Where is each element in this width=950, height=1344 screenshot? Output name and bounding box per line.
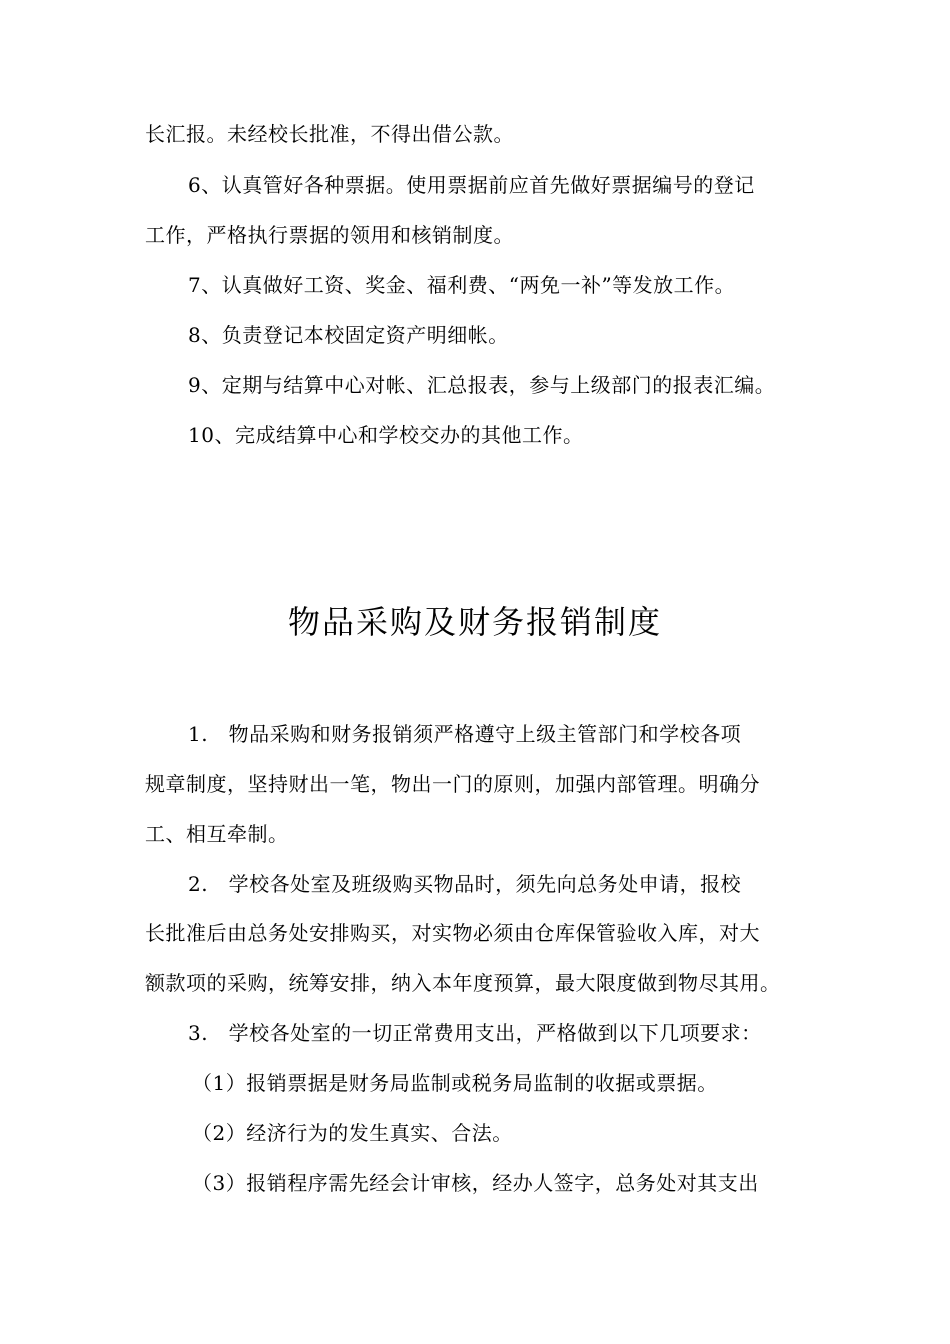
- paragraph-line: 长汇报。未经校长批准，不得出借公款。: [145, 122, 514, 146]
- paragraph-line: 7、认真做好工资、奖金、福利费、“两免一补”等发放工作。: [188, 273, 736, 297]
- list-item: （2）经济行为的发生真实、合法。: [192, 1121, 513, 1145]
- paragraph-line: 工、相互牵制。: [145, 822, 289, 846]
- paragraph-line: 3. 学校各处室的一切正常费用支出，严格做到以下几项要求：: [188, 1021, 762, 1045]
- paragraph-line: 2. 学校各处室及班级购买物品时，须先向总务处申请，报校: [188, 872, 742, 896]
- paragraph-line: 6、认真管好各种票据。使用票据前应首先做好票据编号的登记: [188, 173, 755, 197]
- section-title: 物品采购及财务报销制度: [287, 603, 662, 641]
- paragraph-line: 1. 物品采购和财务报销须严格遵守上级主管部门和学校各项: [188, 722, 742, 746]
- paragraph-line: 长批准后由总务处安排购买，对实物必须由仓库保管验收入库，对大: [145, 921, 760, 945]
- paragraph-line: 10、完成结算中心和学校交办的其他工作。: [188, 423, 584, 447]
- paragraph-line: 8、负责登记本校固定资产明细帐。: [188, 323, 509, 347]
- paragraph-line: 9、定期与结算中心对帐、汇总报表，参与上级部门的报表汇编。: [188, 373, 776, 397]
- paragraph-line: 工作，严格执行票据的领用和核销制度。: [145, 223, 514, 247]
- list-item: （1）报销票据是财务局监制或税务局监制的收据或票据。: [192, 1071, 718, 1095]
- paragraph-line: 规章制度，坚持财出一笔，物出一门的原则，加强内部管理。明确分: [145, 772, 760, 796]
- list-item: （3）报销程序需先经会计审核，经办人签字，总务处对其支出: [192, 1171, 759, 1195]
- paragraph-line: 额款项的采购，统筹安排，纳入本年度预算，最大限度做到物尽其用。: [145, 971, 781, 995]
